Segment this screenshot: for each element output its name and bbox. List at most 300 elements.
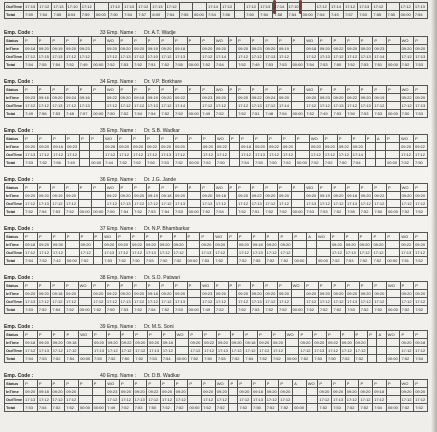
table-row [5,290,428,298]
table-cell [187,151,201,159]
table-cell: 7:52 [189,355,203,363]
table-cell: 09:20 [400,192,414,200]
table-cell: 09:18 [146,290,160,298]
table-cell: 7:52 [414,208,428,216]
table-cell: 7:50 [215,159,229,167]
table-cell: 09:23 [78,45,92,53]
table-cell: 7:49 [201,110,215,118]
table-cell: 09:20 [277,290,291,298]
table-cell: 17:12 [318,396,332,404]
table-row [5,298,428,306]
table-cell: 09:20 [271,339,285,347]
row-label: Total [5,404,24,412]
row-label: Total [5,159,24,167]
table-cell: P [345,380,359,388]
table-cell: 09:20 [345,388,359,396]
table-cell: P [65,331,79,339]
table-cell: 17:12 [160,53,174,61]
table-cell: 17:14 [214,53,228,61]
table-cell: 09:16 [37,94,51,102]
table-cell: P [332,184,346,192]
table-cell [386,396,400,404]
employee-record [4,324,428,366]
table-cell [228,200,237,208]
table-cell: 7:51 [400,257,414,265]
table-cell: WO [201,282,215,290]
table-cell: 09:18 [24,339,38,347]
table-cell: 09:23 [66,143,80,151]
table-cell: 00:00 [293,404,307,412]
table-cell: P [414,233,428,241]
table-cell: 09:18 [133,94,147,102]
table-cell [386,200,400,208]
table-cell: 09:20 [237,45,251,53]
table-cell: 17:13 [250,102,264,110]
table-cell: 17:13 [251,249,265,257]
table-cell: 7:54 [214,208,228,216]
table-cell: 09:20 [201,192,215,200]
table-cell [307,257,317,265]
table-cell: 7:52 [309,159,323,167]
table-cell: 00:00 [175,355,189,363]
table-cell: 7:55 [252,404,266,412]
table-cell: P [200,233,214,241]
table-cell: P [214,282,228,290]
table-cell: WO [291,282,305,290]
table-cell: P [133,282,147,290]
table-cell: P [161,380,175,388]
table-cell: P [119,184,133,192]
table-cell: 7:54 [160,208,174,216]
table-cell [90,143,104,151]
table-cell: 7:53 [119,61,133,69]
table-cell: 09:20 [305,192,319,200]
table-cell [187,200,201,208]
table-cell: 09:18 [214,192,228,200]
table-cell: 7:52 [92,306,106,314]
table-cell: 7:44 [104,159,118,167]
table-row [5,143,428,151]
table-cell: P [147,380,161,388]
table-cell: 17:13 [318,53,332,61]
table-cell: 09:20 [400,143,414,151]
table-cell: 7:54 [305,61,319,69]
table-cell: 17:12 [80,3,94,11]
table-cell: 7:52 [400,208,414,216]
table-cell: 7:53 [160,159,174,167]
table-cell: 7:50 [332,61,346,69]
table-cell: P [250,282,264,290]
table-cell: 7:54 [51,306,65,314]
table-cell: P [414,282,428,290]
table-cell: 7:52 [346,61,360,69]
table-cell: 17:12 [237,200,251,208]
table-cell: P [160,86,174,94]
table-cell: 00:00 [291,61,305,69]
table-row [5,37,428,45]
table-cell: 7:59 [24,11,38,19]
table-cell: 7:52 [345,404,359,412]
table-row [5,110,428,118]
table-cell: 7:52 [134,355,148,363]
table-cell: P [92,380,106,388]
emp-code-label: Emp. Code : [4,373,34,379]
table-cell: P [24,331,38,339]
table-cell: 7:53 [313,355,327,363]
table-cell: P [279,380,293,388]
table-cell: 09:20 [264,290,278,298]
employee-record [4,373,428,415]
table-cell: 09:20 [330,241,344,249]
table-cell: 17:13 [254,151,268,159]
table-cell: 7:53 [133,404,147,412]
table-cell: P [133,86,147,94]
table-cell: P [65,86,79,94]
table-cell: 09:18 [373,388,387,396]
table-cell: P [174,282,188,290]
table-cell: 09:22 [120,339,134,347]
table-cell: 09:20 [340,339,354,347]
table-cell: 7:50 [245,11,259,19]
table-cell: 17:13 [51,102,65,110]
table-cell: 09:22 [327,339,341,347]
table-cell: P [372,233,386,241]
table-cell [368,355,377,363]
table-cell: 17:12 [203,347,217,355]
table-cell: WO [78,282,92,290]
table-cell: P [291,37,305,45]
table-cell: 09:20 [313,339,327,347]
table-cell: P [250,37,264,45]
table-cell: P [228,86,237,94]
table-cell: 09:20 [38,143,52,151]
table-cell: 00:00 [291,306,305,314]
table-cell: 09:22 [105,290,119,298]
table-cell [291,192,305,200]
table-cell: 17:12 [345,396,359,404]
table-cell: 7:52 [318,404,332,412]
table-cell: 7:53 [146,208,160,216]
table-cell: 17:12 [104,151,118,159]
table-cell: 7:49 [24,110,38,118]
table-cell: 17:12 [24,53,38,61]
table-cell: 17:12 [332,298,346,306]
table-cell: 17:13 [359,53,373,61]
table-cell: 09:20 [51,94,65,102]
table-cell: P [24,233,38,241]
table-cell: P [51,331,65,339]
table-cell: P [51,184,65,192]
table-row [5,388,428,396]
table-cell: 7:52 [105,61,119,69]
emp-number-label: 36 Emp. Name : [100,177,137,183]
table-cell: 17:12 [51,298,65,306]
table-cell: P [386,380,400,388]
table-cell: 17:12 [146,298,160,306]
table-cell: 17:12 [327,347,341,355]
table-cell: 00:00 [186,257,200,265]
row-label: Status [5,86,24,94]
table-cell: 7:51 [250,110,264,118]
table-cell: P [281,135,295,143]
emp-number-label: 33 Emp. Name : [100,30,137,36]
table-cell: WO [214,233,228,241]
table-cell: 09:20 [254,143,268,151]
table-cell: 09:20 [214,241,228,249]
table-cell [187,298,201,306]
table-cell: P [160,282,174,290]
table-cell: 09:20 [189,339,203,347]
table-cell: 09:22 [346,94,360,102]
table-cell: 17:13 [37,200,51,208]
table-cell: P [92,184,106,192]
table-cell: 09:18 [160,192,174,200]
table-cell [386,339,400,347]
table-cell: P [92,37,106,45]
table-cell: 17:12 [237,53,251,61]
table-cell: P [318,37,332,45]
table-cell: P [264,184,278,192]
table-cell: 7:52 [158,257,172,265]
table-cell: WO [106,380,120,388]
row-label: OutTime [6,103,23,108]
table-cell: 00:00 [386,110,400,118]
table-cell [291,298,305,306]
table-cell: 17:12 [346,53,360,61]
table-cell: 09:20 [351,143,365,151]
emp-name: Dr. S.B. Wadkar [144,128,180,134]
emp-number-label: 37 Emp. Name : [100,226,137,232]
table-cell: 00:00 [92,61,106,69]
table-cell: 7:53 [51,110,65,118]
table-cell: 09:20 [214,290,228,298]
table-cell [285,347,299,355]
table-cell: 00:00 [187,306,201,314]
emp-name: Dr. N.P. Bhambarkar [144,226,190,232]
table-cell [377,355,386,363]
table-cell: 17:13 [52,3,66,11]
table-cell: 17:12 [65,102,79,110]
table-cell: 09:19 [51,192,65,200]
table-cell: 7:54 [315,11,329,19]
table-cell: 7:54 [165,11,179,19]
table-cell [228,102,237,110]
table-cell: P [119,37,133,45]
table-cell [228,192,237,200]
table-cell: 00:00 [386,159,400,167]
table-cell: 17:13 [24,396,38,404]
table-cell: 7:52 [305,110,319,118]
table-cell: 17:13 [413,3,427,11]
table-cell: 09:20 [119,388,133,396]
row-label: Status [5,184,24,192]
table-cell: 7:52 [38,159,52,167]
table-cell: P [386,86,400,94]
table-cell: P [174,380,188,388]
table-cell: 7:52 [400,355,414,363]
table-cell: 00:00 [316,257,330,265]
table-cell: 17:12 [65,396,79,404]
table-cell: 7:52 [277,306,291,314]
table-cell: 09:20 [344,241,358,249]
table-cell: 17:12 [264,102,278,110]
table-cell: 17:12 [106,347,120,355]
table-cell: P [258,331,272,339]
table-cell: 17:12 [277,298,291,306]
table-cell: P [148,331,162,339]
table-cell: 17:12 [346,102,360,110]
table-cell: 7:52 [340,355,354,363]
table-cell: WO [215,380,229,388]
table-cell [365,159,375,167]
table-cell: 09:18 [305,45,319,53]
table-cell: WO [305,37,319,45]
table-cell: 7:50 [386,11,399,19]
table-cell: 00:00 [90,159,104,167]
table-cell: 7:53 [344,257,358,265]
table-cell [235,11,245,19]
table-cell [291,290,305,298]
table-cell: 17:12 [279,396,293,404]
table-cell: 7:54 [287,11,301,19]
row-label: OutTime [6,299,23,304]
table-cell [293,396,307,404]
table-cell [187,143,201,151]
table-cell: 17:12 [24,249,38,257]
table-cell: 17:12 [119,102,133,110]
table-cell: 7:49 [78,61,92,69]
table-cell: 7:53 [318,208,332,216]
table-row [5,151,428,159]
table-cell: P [201,135,215,143]
table-cell [377,347,386,355]
table-cell: 09:18 [240,143,254,151]
table-cell: P [254,135,268,143]
table-cell: 09:20 [132,143,146,151]
table-cell: P [174,184,188,192]
table-cell: 17:12 [358,249,372,257]
table-cell: 7:54 [244,355,258,363]
table-cell: P [51,37,65,45]
table-cell: 7:56 [37,110,51,118]
table-cell: P [78,86,92,94]
table-cell: P [264,86,278,94]
table-cell [93,241,103,249]
table-cell: 7:52 [359,306,373,314]
table-cell: 7:52 [161,404,175,412]
table-cell: 7:54 [123,11,137,19]
table-cell: 7:53 [144,257,158,265]
table-cell: 09:20 [24,290,38,298]
table-cell: 17:12 [37,102,51,110]
table-cell: 17:13 [119,298,133,306]
row-label: Total [5,61,24,69]
table-cell: 7:50 [373,208,387,216]
table-cell: 7:52 [160,110,174,118]
table-cell: 7:52 [132,159,146,167]
table-cell: 00:00 [399,11,413,19]
row-label: Status [5,37,24,45]
header-fragment-table [4,2,428,19]
table-cell: 17:13 [174,53,188,61]
table-cell: 7:52 [330,257,344,265]
table-cell: P [414,184,428,192]
table-cell: 7:52 [359,208,373,216]
table-cell: 09:20 [172,241,186,249]
table-cell: 7:54 [146,110,160,118]
table-cell: P [92,331,106,339]
table-cell: 17:12 [214,102,228,110]
table-cell: 7:53 [174,306,188,314]
table-cell: 09:20 [359,388,373,396]
table-cell: 7:52 [119,404,133,412]
table-cell: 09:20 [106,339,120,347]
table-cell: P [78,37,92,45]
row-label: OutTime [6,54,23,59]
table-cell: 17:12 [318,298,332,306]
table-cell: 09:20 [332,94,346,102]
table-cell: 17:12 [24,200,38,208]
table-cell: 7:52 [65,404,79,412]
table-cell: 00:00 [78,208,92,216]
table-cell: P [65,380,79,388]
table-cell: 7:52 [79,257,93,265]
table-cell: 17:12 [201,298,215,306]
table-cell: 17:12 [414,200,428,208]
table-cell: P [146,37,160,45]
table-cell: 7:52 [414,257,428,265]
table-cell: 17:13 [346,200,360,208]
table-cell: P [332,380,346,388]
table-cell: 17:12 [215,396,229,404]
table-cell: 7:53 [254,159,268,167]
table-cell [92,94,106,102]
table-cell: 17:12 [315,3,329,11]
table-cell: 09:20 [237,192,251,200]
table-cell [80,151,90,159]
table-cell: 7:57 [344,11,358,19]
table-cell: 09:20 [265,388,279,396]
table-cell: 8:00 [151,11,165,19]
table-cell: P [52,135,66,143]
table-cell: 17:12 [202,396,216,404]
table-cell: 7:58 [273,11,287,19]
table-cell: 09:20 [414,45,428,53]
table-row [5,257,428,265]
attendance-table [4,36,428,69]
table-cell [79,339,93,347]
row-label: Status [5,331,24,339]
table-cell: 7:53 [414,61,428,69]
table-row [5,396,428,404]
table-cell: 17:12 [373,102,387,110]
table-cell: WO [214,86,228,94]
table-cell: 17:12 [165,3,179,11]
table-cell: 09:18 [244,339,258,347]
table-cell: 17:13 [358,3,372,11]
table-cell: WO [79,331,93,339]
row-label: OutTime [6,4,23,9]
table-cell: P [386,37,400,45]
table-cell: 17:14 [373,53,387,61]
table-cell: 09:18 [174,45,188,53]
table-cell: P [354,331,368,339]
table-row [5,233,428,241]
table-cell: 17:12 [214,298,228,306]
table-cell: 09:20 [51,388,65,396]
table-cell: 09:20 [358,241,372,249]
table-cell: P [251,233,265,241]
